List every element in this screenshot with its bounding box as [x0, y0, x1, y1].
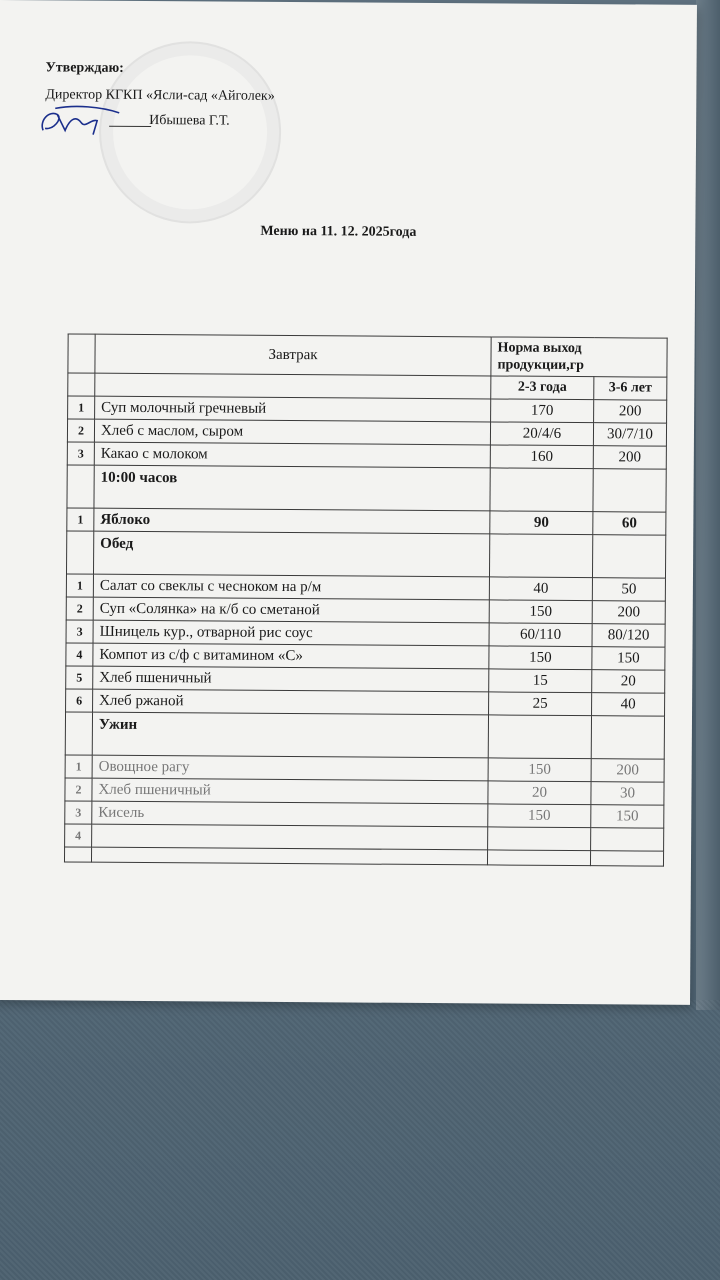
- age-row-empty-cell: [95, 373, 491, 399]
- portion-3-6: 200: [591, 759, 664, 783]
- section-empty-cell: [65, 712, 92, 755]
- dish-name: Суп «Солянка» на к/б со сметаной: [93, 597, 489, 623]
- handwritten-signature: [35, 100, 125, 143]
- portion-3-6: 30/7/10: [593, 423, 666, 447]
- portion-2-3: 20/4/6: [490, 422, 593, 446]
- section-empty-cell: [67, 465, 94, 508]
- empty-cell: [590, 851, 663, 867]
- dish-name: Хлеб с маслом, сыром: [94, 419, 490, 445]
- section-empty-cell: [593, 469, 666, 513]
- header-num-cell: [68, 334, 95, 373]
- dinner-section-row: [65, 712, 664, 759]
- background-surface: [0, 1000, 720, 1280]
- portion-2-3: 60/110: [489, 623, 592, 647]
- dish-name: Хлеб пшеничный: [93, 666, 489, 692]
- portion-3-6: 40: [592, 693, 665, 717]
- section-title: Ужин: [92, 712, 488, 758]
- row-number: 3: [66, 620, 93, 643]
- menu-table: [64, 333, 668, 866]
- row-number: 6: [66, 689, 93, 712]
- dish-name: Какао с молоком: [94, 442, 490, 468]
- portion-3-6: 20: [592, 670, 665, 694]
- dish-name: Овощное рагу: [92, 755, 488, 781]
- age-3-6-header: 3-6 лет: [594, 377, 667, 401]
- row-number: 1: [65, 755, 92, 778]
- dish-name: Суп молочный гречневый: [95, 396, 491, 422]
- section-title: 10:00 часов: [94, 465, 490, 511]
- row-number: 2: [67, 419, 94, 442]
- age-row-num-cell: [68, 373, 95, 396]
- dish-name: Кисель: [92, 801, 488, 827]
- empty-row: [64, 847, 663, 866]
- snack-section-row: [67, 465, 666, 512]
- section-empty-cell: [592, 535, 665, 579]
- portion-2-3: 170: [491, 399, 594, 423]
- row-number: 4: [66, 643, 93, 666]
- empty-cell: [91, 847, 487, 865]
- portion-3-6: [591, 828, 664, 852]
- portion-2-3: 150: [489, 600, 592, 624]
- section-empty-cell: [591, 716, 664, 760]
- portion-2-3: 25: [489, 692, 592, 716]
- portion-2-3: 150: [489, 646, 592, 670]
- section-empty-cell: [488, 715, 591, 759]
- header-norm-cell: Норма выход продукции,гр: [491, 337, 667, 377]
- row-number: 5: [66, 666, 93, 689]
- header-meal-cell: Завтрак: [95, 334, 491, 376]
- dish-name: Хлеб ржаной: [93, 689, 489, 715]
- portion-3-6: 200: [592, 601, 665, 625]
- portion-3-6: 150: [591, 805, 664, 829]
- portion-3-6: 50: [592, 578, 665, 602]
- portion-2-3: 40: [489, 577, 592, 601]
- row-number: 3: [67, 442, 94, 465]
- dish-name: Хлеб пшеничный: [92, 778, 488, 804]
- row-number: 3: [65, 801, 92, 824]
- empty-cell: [487, 850, 590, 866]
- portion-2-3: 150: [488, 804, 591, 828]
- table-header-row: [68, 334, 667, 377]
- portion-3-6: 60: [593, 512, 666, 536]
- dish-name: Салат со свеклы с чесноком на р/м: [93, 574, 489, 600]
- section-empty-cell: [490, 468, 593, 512]
- section-empty-cell: [489, 534, 592, 578]
- approval-title: Утверждаю:: [45, 60, 124, 76]
- dish-name: Компот из с/ф с витамином «С»: [93, 643, 489, 669]
- portion-2-3: 160: [490, 445, 593, 469]
- portion-3-6: 30: [591, 782, 664, 806]
- lunch-section-row: [66, 531, 665, 578]
- document-title: Меню на 11. 12. 2025года: [260, 223, 417, 240]
- faded-seal-stamp: [98, 41, 281, 224]
- portion-3-6: 200: [593, 446, 666, 470]
- row-number: 2: [65, 778, 92, 801]
- dish-name: Яблоко: [94, 508, 490, 534]
- portion-3-6: 150: [592, 647, 665, 671]
- portion-2-3: 15: [489, 669, 592, 693]
- director-position: Директор КГКП «Ясли-сад «Айголек»: [45, 87, 275, 104]
- signatory-name: Ибышева Г.Т.: [149, 113, 230, 129]
- portion-2-3: 20: [488, 781, 591, 805]
- row-number: 1: [67, 508, 94, 531]
- portion-2-3: [488, 827, 591, 851]
- age-2-3-header: 2-3 года: [491, 376, 594, 400]
- empty-cell: [64, 847, 91, 862]
- portion-2-3: 150: [488, 758, 591, 782]
- row-number: 2: [66, 597, 93, 620]
- background-edge: [696, 0, 720, 1010]
- row-number: 1: [66, 574, 93, 597]
- portion-2-3: 90: [490, 511, 593, 535]
- row-number: 1: [68, 396, 95, 419]
- portion-3-6: 200: [594, 400, 667, 424]
- section-title: Обед: [93, 531, 489, 577]
- portion-3-6: 80/120: [592, 624, 665, 648]
- dish-name: [92, 824, 488, 850]
- section-empty-cell: [66, 531, 93, 574]
- row-number: 4: [65, 824, 92, 847]
- dish-name: Шницель кур., отварной рис соус: [93, 620, 489, 646]
